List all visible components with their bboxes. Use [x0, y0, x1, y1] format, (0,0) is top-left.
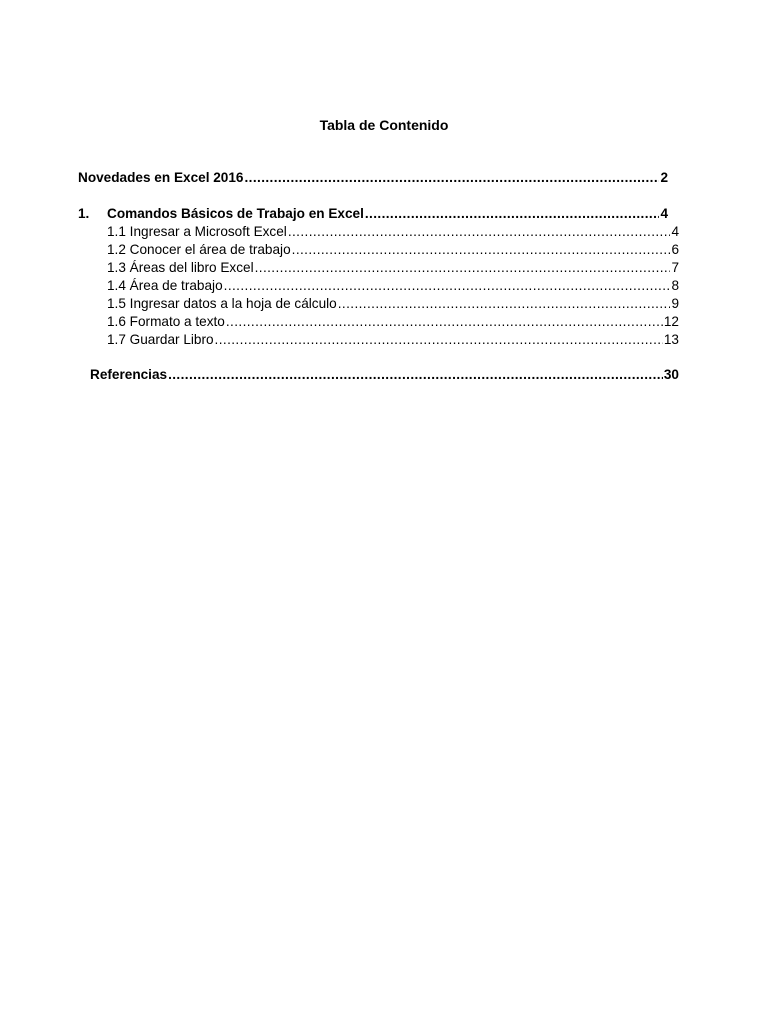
toc-dot-leader: [245, 169, 660, 187]
toc-dot-leader: [365, 205, 660, 223]
toc-entry-page: 4: [671, 224, 679, 239]
toc-entry[interactable]: [78, 169, 668, 187]
toc-entry-label: 1.5 Ingresar datos a la hoja de cálculo: [107, 296, 337, 311]
toc-entry[interactable]: [107, 241, 679, 259]
toc-entry-page: 9: [671, 296, 679, 311]
toc-entry-label: 1.4 Área de trabajo: [107, 278, 223, 293]
toc-entry-page: 7: [671, 260, 679, 275]
toc-dot-leader: [292, 241, 671, 259]
toc-entry-label: Novedades en Excel 2016: [78, 170, 244, 185]
toc-entry-label: Referencias: [90, 367, 168, 382]
toc-dot-leader: [255, 259, 671, 277]
toc-dot-leader: [224, 277, 671, 295]
toc-entry-number: 1.: [78, 206, 90, 221]
toc-entry[interactable]: [107, 295, 679, 313]
toc-entry[interactable]: [107, 331, 679, 349]
toc-dot-leader: [288, 223, 671, 241]
toc-dot-leader: [226, 313, 663, 331]
toc-entry-page: 2: [660, 170, 668, 185]
toc-title: Tabla de Contenido: [319, 117, 449, 133]
toc-entry-label: 1.7 Guardar Libro: [107, 332, 214, 347]
toc-entry-page: 4: [660, 206, 668, 221]
toc-entry[interactable]: [107, 259, 679, 277]
toc-entry-page: 6: [671, 242, 679, 257]
toc-entry[interactable]: [78, 205, 668, 223]
toc-dot-leader: [338, 295, 671, 313]
toc-dot-leader: [168, 366, 663, 384]
toc-entry-page: 12: [663, 314, 679, 329]
toc-entry-label: 1.2 Conocer el área de trabajo: [107, 242, 291, 257]
toc-entry[interactable]: [107, 223, 679, 241]
toc-entry[interactable]: [107, 313, 679, 331]
toc-entry-label: 1.1 Ingresar a Microsoft Excel: [107, 224, 287, 239]
toc-entry-page: 30: [663, 367, 679, 382]
toc-entry-label: 1.3 Áreas del libro Excel: [107, 260, 254, 275]
toc-entry[interactable]: [107, 277, 679, 295]
toc-entry-page: 13: [663, 332, 679, 347]
toc-entry[interactable]: [90, 366, 679, 384]
toc-entry-label: Comandos Básicos de Trabajo en Excel: [107, 206, 364, 221]
toc-dot-leader: [215, 331, 663, 349]
toc-entry-label: 1.6 Formato a texto: [107, 314, 225, 329]
toc-entry-page: 8: [671, 278, 679, 293]
